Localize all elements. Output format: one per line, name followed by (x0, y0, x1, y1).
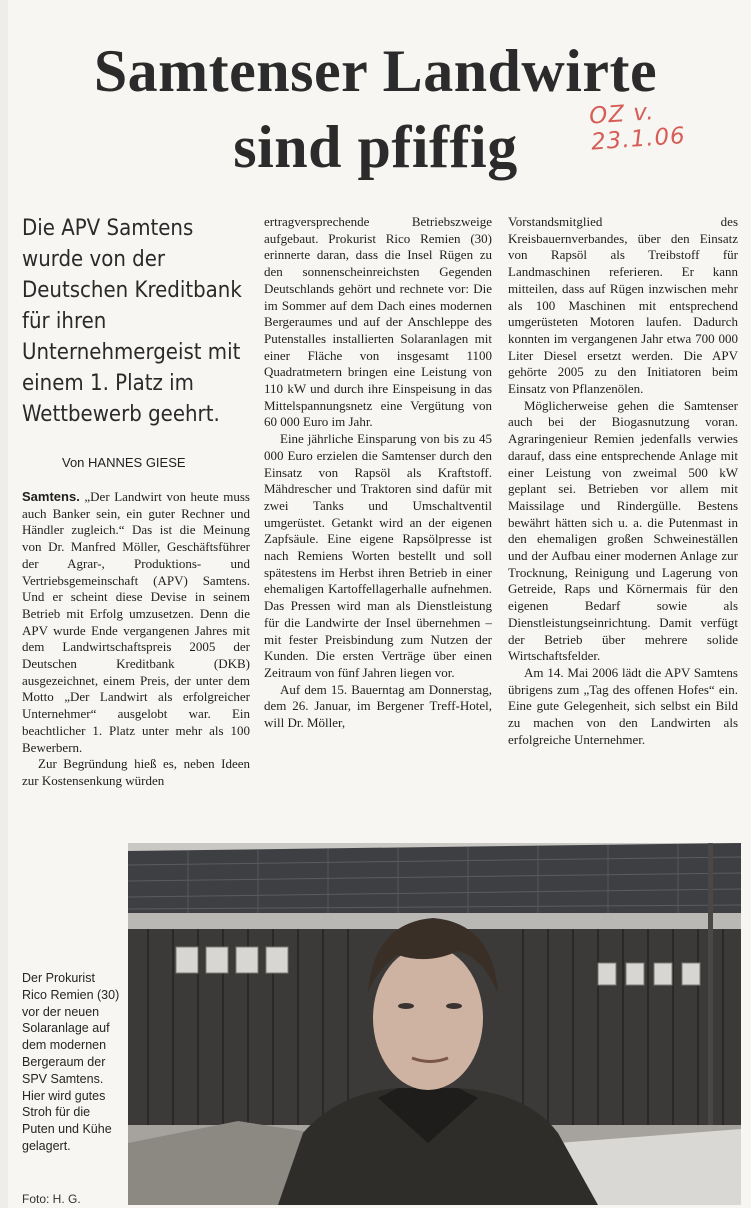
article-paragraph: Am 14. Mai 2006 lädt die APV Samtens übrigens zum „Tag des offenen Hofes“ ein. Eine gute Gelegenheit, sich selbst ein Bild zu machen von den Landwirten als erfolgreiche Unternehmer. (508, 664, 738, 747)
article-paragraph: Eine jährliche Einsparung von bis zu 45 000 Euro erzielen die Samtenser durch den Einsatz von Rapsöl als Kraftstoff. Mähdrescher und Traktoren sind dafür mit zwei Tanks und Umschaltventil umgerüstet. Getankt wird an der eigenen Zapfsäule. Eine eigene Rapsölpresse ist nach Remiens Worten bestellt und soll spätestens im Herbst ihren Betrieb in einer ehemaligen Kartoffellagerhalle aufnehmen. Das Pressen wird man als Dienstleistung für die Landwirte der Insel übernehmen – mit fester Preisbindung zum Nutzen der Kunden. Die ersten Verträge über einen Zeitraum von fünf Jahren liegen vor. (264, 431, 492, 680)
article-paragraph: ertragversprechende Betriebszweige aufgebaut. Prokurist Rico Remien (30) erinnerte daran, dass die Insel Rügen zu den sonnenscheinreichsten Gegenden Deutschlands gehört und rechnete vor: Die im Sommer auf dem Dach eines modernen Bergeraumes und auf der Anschleppe des Putenstalles installierten Solaranlagen mit einer Fläche von insgesamt 1100 Quadratmetern bringen eine Leistung von 110 kW und durch ihre Einspeisung in das Mittelspannungsnetz eine Vergütung von 60 000 Euro im Jahr. (264, 214, 492, 430)
headline-line-2: sind pfiffig (233, 114, 518, 180)
dateline: Samtens. (22, 489, 80, 504)
byline: Von HANNES GIESE (62, 455, 186, 470)
headline-line-1: Samtenser Landwirte (93, 38, 658, 104)
article-column-2 (264, 214, 492, 732)
photo-caption: Der Prokurist Rico Remien (30) vor der neuen Solaranlage auf dem modernen Bergeraum der SPV Samtens. Hier wird gutes Stroh für die Puten und Kühe gelagert. (22, 971, 120, 1153)
article-photo (128, 843, 741, 1205)
article-paragraph: Auf dem 15. Bauerntag am Donnerstag, dem 26. Januar, im Bergener Treff-Hotel, will Dr. Möller, (264, 681, 492, 731)
handwritten-date-stamp: OZ v. 23.1.06 (588, 99, 687, 156)
article-column-3 (508, 214, 738, 749)
subheadline: Die APV Samtens wurde von der Deutschen Kreditbank für ihren Unternehmergeist mit einem 1. Platz im Wettbewerb geehrt. (22, 216, 242, 427)
article-paragraph: Zur Begründung hieß es, neben Ideen zur Kostensenkung würden (22, 756, 250, 788)
article-paragraph (22, 489, 250, 756)
article-paragraph: Vorstandsmitglied des Kreisbauernverbandes, über den Einsatz von Rapsöl als Treibstoff für Landmaschinen referieren. Er kann mitteilen, dass auf Rügen inzwischen mehr als 100 Maschinen mit entsprechend umgerüsteten Motoren laufen. Dadurch konnten im vergangenen Jahr etwa 700 000 Liter Diesel ersetzt werden. Die APV gehörte 2005 zu den Initiatoren beim Einsatz von Pflanzenölen. (508, 214, 738, 397)
paragraph-text: „Der Landwirt von heute muss auch Banker sein, ein guter Rechner und Händler zugleich.“ Das ist die Meinung von Dr. Manfred Möller, Geschäftsführer der Agrar-, Produktions- und Vertriebsgemeinschaft (APV) Samtens. Und er scheint diese Devise in seinem Betrieb mit Erfolg umzusetzen. Denn die APV wurde Ende vergangenen Jahres mit dem Landwirtschaftspreis 2005 der Deutschen Kreditbank (DKB) ausgezeichnet, einem Preis, der unter dem Motto „Der Landwirt als erfolgreicher Unternehmer“ ausgelobt war. Ein beachtlicher 1. Platz unter mehr als 100 Bewerbern. (22, 489, 250, 755)
photo-credit: Foto: H. G. (22, 1192, 81, 1206)
article-column-1 (22, 489, 250, 790)
article-paragraph: Möglicherweise gehen die Samtenser auch bei der Biogasnutzung voran. Agraringenieur Remien jedenfalls verwies darauf, dass eine entsprechende Anlage mit einer Leistung von zweimal 500 kW geplant sei. Betrieben vor allem mit Maissilage und Rindergülle. Bestens bewährt hätten sich u. a. die Putenmast in den ehemaligen großen Schweineställen und der Aufbau einer modernen Anlage zur Trocknung, Reinigung und Lagerung von Getreide, Raps und Körnermais für den eigenen Bedarf sowie als Dienstleistungseinrichtung. Damit verfügt der Betrieb über mehrere solide Wirtschaftsfelder. (508, 397, 738, 664)
